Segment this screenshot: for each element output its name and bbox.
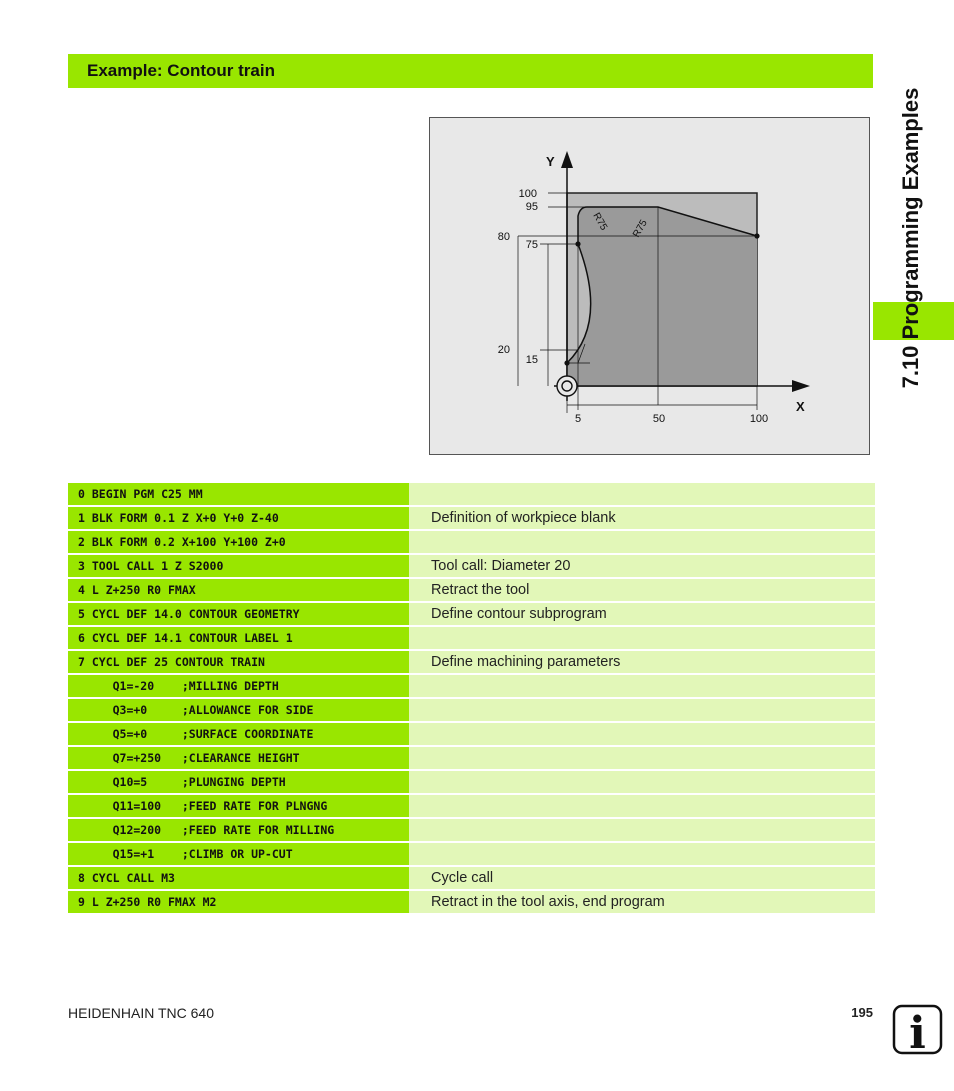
program-comment: Retract in the tool axis, end program [409, 891, 875, 913]
footer-product: HEIDENHAIN TNC 640 [68, 1005, 215, 1021]
program-comment [409, 747, 875, 769]
program-row [68, 603, 875, 625]
program-code: 0 BEGIN PGM C25 MM [68, 483, 409, 505]
program-code: 8 CYCL CALL M3 [68, 867, 409, 889]
program-code: 1 BLK FORM 0.1 Z X+0 Y+0 Z-40 [68, 507, 409, 529]
program-row [68, 627, 875, 649]
page-number: 195 [851, 1005, 873, 1020]
program-listing [68, 483, 875, 915]
program-row [68, 795, 875, 817]
section-header [68, 54, 873, 88]
program-comment [409, 819, 875, 841]
program-code: 3 TOOL CALL 1 Z S2000 [68, 555, 409, 577]
y-label-15: 15 [525, 354, 538, 366]
program-comment: Define contour subprogram [409, 603, 875, 625]
program-code: Q5=+0 ;SURFACE COORDINATE [68, 723, 409, 745]
x-label-50: 50 [652, 413, 666, 425]
program-code: Q3=+0 ;ALLOWANCE FOR SIDE [68, 699, 409, 721]
program-row [68, 891, 875, 913]
program-code: 9 L Z+250 R0 FMAX M2 [68, 891, 409, 913]
info-icon-glyph: i [909, 1008, 926, 1055]
y-label-80: 80 [497, 231, 510, 243]
program-row [68, 507, 875, 529]
program-row [68, 867, 875, 889]
program-comment [409, 843, 875, 865]
program-comment: Definition of workpiece blank [409, 507, 875, 529]
y-label-75: 75 [525, 239, 538, 251]
program-code: Q10=5 ;PLUNGING DEPTH [68, 771, 409, 793]
program-code: Q15=+1 ;CLIMB OR UP-CUT [68, 843, 409, 865]
program-row [68, 819, 875, 841]
program-comment [409, 531, 875, 553]
program-comment [409, 699, 875, 721]
program-comment [409, 483, 875, 505]
program-row [68, 843, 875, 865]
program-comment: Tool call: Diameter 20 [409, 555, 875, 577]
y-label-20: 20 [497, 344, 510, 356]
program-row [68, 723, 875, 745]
program-comment [409, 771, 875, 793]
y-label-100: 100 [518, 188, 537, 200]
program-row [68, 771, 875, 793]
program-comment: Retract the tool [409, 579, 875, 601]
program-code: 7 CYCL DEF 25 CONTOUR TRAIN [68, 651, 409, 673]
program-comment: Cycle call [409, 867, 875, 889]
x-label-5: 5 [574, 413, 582, 425]
x-label-100: 100 [749, 413, 769, 425]
y-axis-label: Y [546, 154, 555, 169]
program-row [68, 699, 875, 721]
section-title: Example: Contour train [87, 61, 275, 80]
program-code: 6 CYCL DEF 14.1 CONTOUR LABEL 1 [68, 627, 409, 649]
program-row [68, 675, 875, 697]
program-code: 5 CYCL DEF 14.0 CONTOUR GEOMETRY [68, 603, 409, 625]
radius-label-1: R75 [590, 211, 610, 233]
program-code: 4 L Z+250 R0 FMAX [68, 579, 409, 601]
program-row [68, 579, 875, 601]
program-comment [409, 627, 875, 649]
contour-region [567, 207, 757, 386]
x-axis-label: X [796, 399, 805, 414]
program-code: 2 BLK FORM 0.2 X+100 Y+100 Z+0 [68, 531, 409, 553]
program-code: Q1=-20 ;MILLING DEPTH [68, 675, 409, 697]
program-row [68, 651, 875, 673]
info-icon [892, 1004, 943, 1055]
program-code: Q11=100 ;FEED RATE FOR PLNGNG [68, 795, 409, 817]
program-code: Q12=200 ;FEED RATE FOR MILLING [68, 819, 409, 841]
y-label-95: 95 [525, 201, 538, 213]
radius-label-2: R75 [631, 218, 650, 240]
program-row [68, 483, 875, 505]
program-row [68, 531, 875, 553]
program-row [68, 747, 875, 769]
contour-drawing [429, 117, 870, 455]
program-row [68, 555, 875, 577]
program-comment [409, 675, 875, 697]
program-comment: Define machining parameters [409, 651, 875, 673]
program-comment [409, 795, 875, 817]
program-code: Q7=+250 ;CLEARANCE HEIGHT [68, 747, 409, 769]
chapter-title: 7.10 Programming Examples [898, 87, 923, 389]
program-comment [409, 723, 875, 745]
